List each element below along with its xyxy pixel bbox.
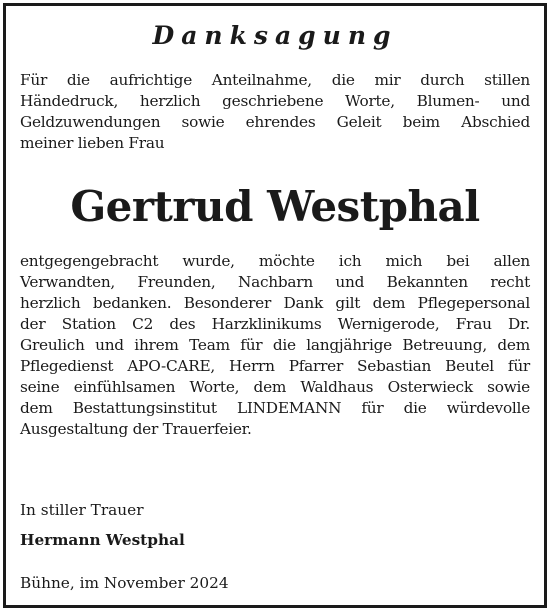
intro-line: Geldzuwendungen sowie ehrendes Geleit beim Abschied	[20, 113, 530, 131]
body-line: der Station C2 des Harzklinikums Wernigerode, Frau Dr.	[20, 315, 530, 333]
notice-frame	[3, 3, 547, 608]
place-date: Bühne, im November 2024	[20, 574, 229, 592]
intro-paragraph	[20, 70, 530, 154]
intro-line: Händedruck, herzlich geschriebene Worte, Blumen- und	[20, 92, 530, 110]
body-line: herzlich bedanken. Besonderer Dank gilt dem Pflegepersonal	[20, 294, 530, 312]
signer-name: Hermann Westphal	[20, 531, 185, 549]
body-line: Pflegedienst APO-CARE, Herrn Pfarrer Sebastian Beutel für	[20, 357, 530, 375]
body-line: seine einfühlsamen Worte, dem Waldhaus Osterwieck sowie	[20, 378, 530, 396]
closing-phrase: In stiller Trauer	[20, 501, 144, 519]
body-line: Greulich und ihrem Team für die langjährige Betreuung, dem	[20, 336, 530, 354]
deceased-name: Gertrud Westphal	[70, 182, 480, 231]
body-line: dem Bestattungsinstitut LINDEMANN für die würdevolle	[20, 399, 530, 417]
intro-line: meiner lieben Frau	[20, 134, 165, 152]
body-paragraph	[20, 251, 530, 440]
body-line: entgegengebracht wurde, möchte ich mich bei allen	[20, 252, 530, 270]
notice-heading: Danksagung	[152, 21, 398, 50]
intro-line: Für die aufrichtige Anteilnahme, die mir durch stillen	[20, 71, 530, 89]
body-line: Verwandten, Freunden, Nachbarn und Bekannten recht	[20, 273, 530, 291]
body-line: Ausgestaltung der Trauerfeier.	[20, 420, 252, 438]
